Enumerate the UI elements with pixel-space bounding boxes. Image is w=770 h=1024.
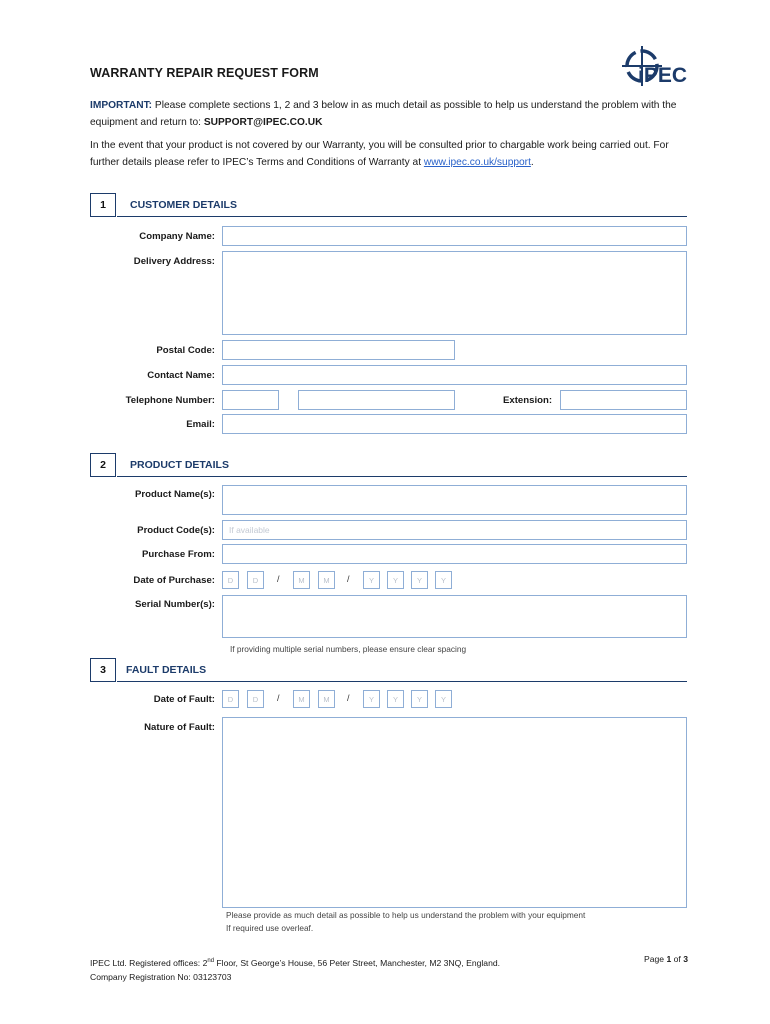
purchase-from-label: Purchase From: [141,549,215,560]
purchase-day-2[interactable]: D [247,571,264,589]
email-field[interactable] [222,414,687,434]
important-label: IMPORTANT: [90,100,153,111]
purchase-date-sep-2: / [347,574,350,584]
fault-date-input[interactable] [222,690,462,708]
purchase-year-3[interactable]: Y [411,571,428,589]
warranty-text: In the event that your product is not covered by our Warranty, you will be consulted prior to chargable work being carried out. For further details please refer to IPEC’s Terms and Conditions of Warranty at [90,140,669,168]
purchase-year-2[interactable]: Y [387,571,404,589]
serial-numbers-note: If providing multiple serial numbers, please ensure clear spacing [230,644,467,654]
support-link[interactable]: www.ipec.co.uk/support [423,157,531,168]
serial-numbers-field[interactable] [222,595,687,638]
nature-of-fault-field[interactable] [222,717,687,908]
section-1-divider [117,216,687,217]
nature-of-fault-note-2: If required use overleaf. [226,923,314,933]
date-of-fault-label: Date of Fault: [153,694,215,705]
form-title: WARRANTY REPAIR REQUEST FORM [90,66,319,80]
delivery-address-label: Delivery Address: [133,256,215,267]
fault-month-2[interactable]: M [318,690,335,708]
purchase-date-sep-1: / [277,574,280,584]
contact-name-field[interactable] [222,365,687,385]
footer [90,954,500,984]
fault-month-1[interactable]: M [293,690,310,708]
delivery-address-field[interactable] [222,251,687,335]
extension-field[interactable] [560,390,687,410]
purchase-month-1[interactable]: M [293,571,310,589]
logo-text: iPEC [638,64,688,87]
nature-of-fault-note-1: Please provide as much detail as possible to help us understand the problem with your equipment [226,910,586,920]
warranty-paragraph [90,137,690,171]
product-codes-label: Product Code(s): [137,525,215,536]
fault-year-2[interactable]: Y [387,690,404,708]
fault-year-4[interactable]: Y [435,690,452,708]
footer-registration: Company Registration No: 03123703 [90,971,232,982]
company-name-label: Company Name: [139,231,215,242]
extension-label: Extension: [503,395,553,406]
fault-year-1[interactable]: Y [363,690,380,708]
product-codes-field[interactable] [222,520,687,540]
serial-numbers-label: Serial Number(s): [135,599,215,610]
purchase-year-1[interactable]: Y [363,571,380,589]
date-of-purchase-label: Date of Purchase: [133,575,215,586]
fault-date-sep-2: / [347,693,350,703]
email-label: Email: [186,419,215,430]
section-2-title: PRODUCT DETAILS [130,459,229,471]
contact-name-label: Contact Name: [147,370,215,381]
section-2-divider [117,476,687,477]
important-text: Please complete sections 1, 2 and 3 below in as much detail as possible to help us understand the problem with the equipment and return to: [90,100,677,128]
section-3-title: FAULT DETAILS [126,664,207,676]
fault-day-2[interactable]: D [247,690,264,708]
nature-of-fault-label: Nature of Fault: [144,722,215,733]
purchase-from-field[interactable] [222,544,687,564]
support-email[interactable]: SUPPORT@IPEC.CO.UK [203,117,323,128]
company-name-field[interactable] [222,226,687,246]
postal-code-field[interactable] [222,340,455,360]
telephone-number-field[interactable] [298,390,455,410]
important-paragraph [90,97,690,131]
section-3-number: 3 [90,658,116,682]
purchase-year-4[interactable]: Y [435,571,452,589]
product-codes-placeholder: If available [229,525,270,535]
footer-address: IPEC Ltd. Registered offices: 2nd Floor, St George’s House, 56 Peter Street, Manchester, M2 3NQ, England. [90,957,501,968]
warranty-period: . [530,157,534,168]
postal-code-label: Postal Code: [156,345,215,356]
fault-year-3[interactable]: Y [411,690,428,708]
section-3-divider [117,681,687,682]
fault-day-1[interactable]: D [222,690,239,708]
page-number: Page 1 of 3 [644,954,688,964]
purchase-month-2[interactable]: M [318,571,335,589]
section-1-number: 1 [90,193,116,217]
product-names-field[interactable] [222,485,687,515]
telephone-label: Telephone Number: [125,395,215,406]
section-2-number: 2 [90,453,116,477]
section-1-title: CUSTOMER DETAILS [130,199,237,211]
telephone-area-code-field[interactable] [222,390,279,410]
fault-date-sep-1: / [277,693,280,703]
ipec-logo [620,44,690,92]
purchase-date-input[interactable] [222,571,462,589]
purchase-day-1[interactable]: D [222,571,239,589]
product-names-label: Product Name(s): [135,489,215,500]
